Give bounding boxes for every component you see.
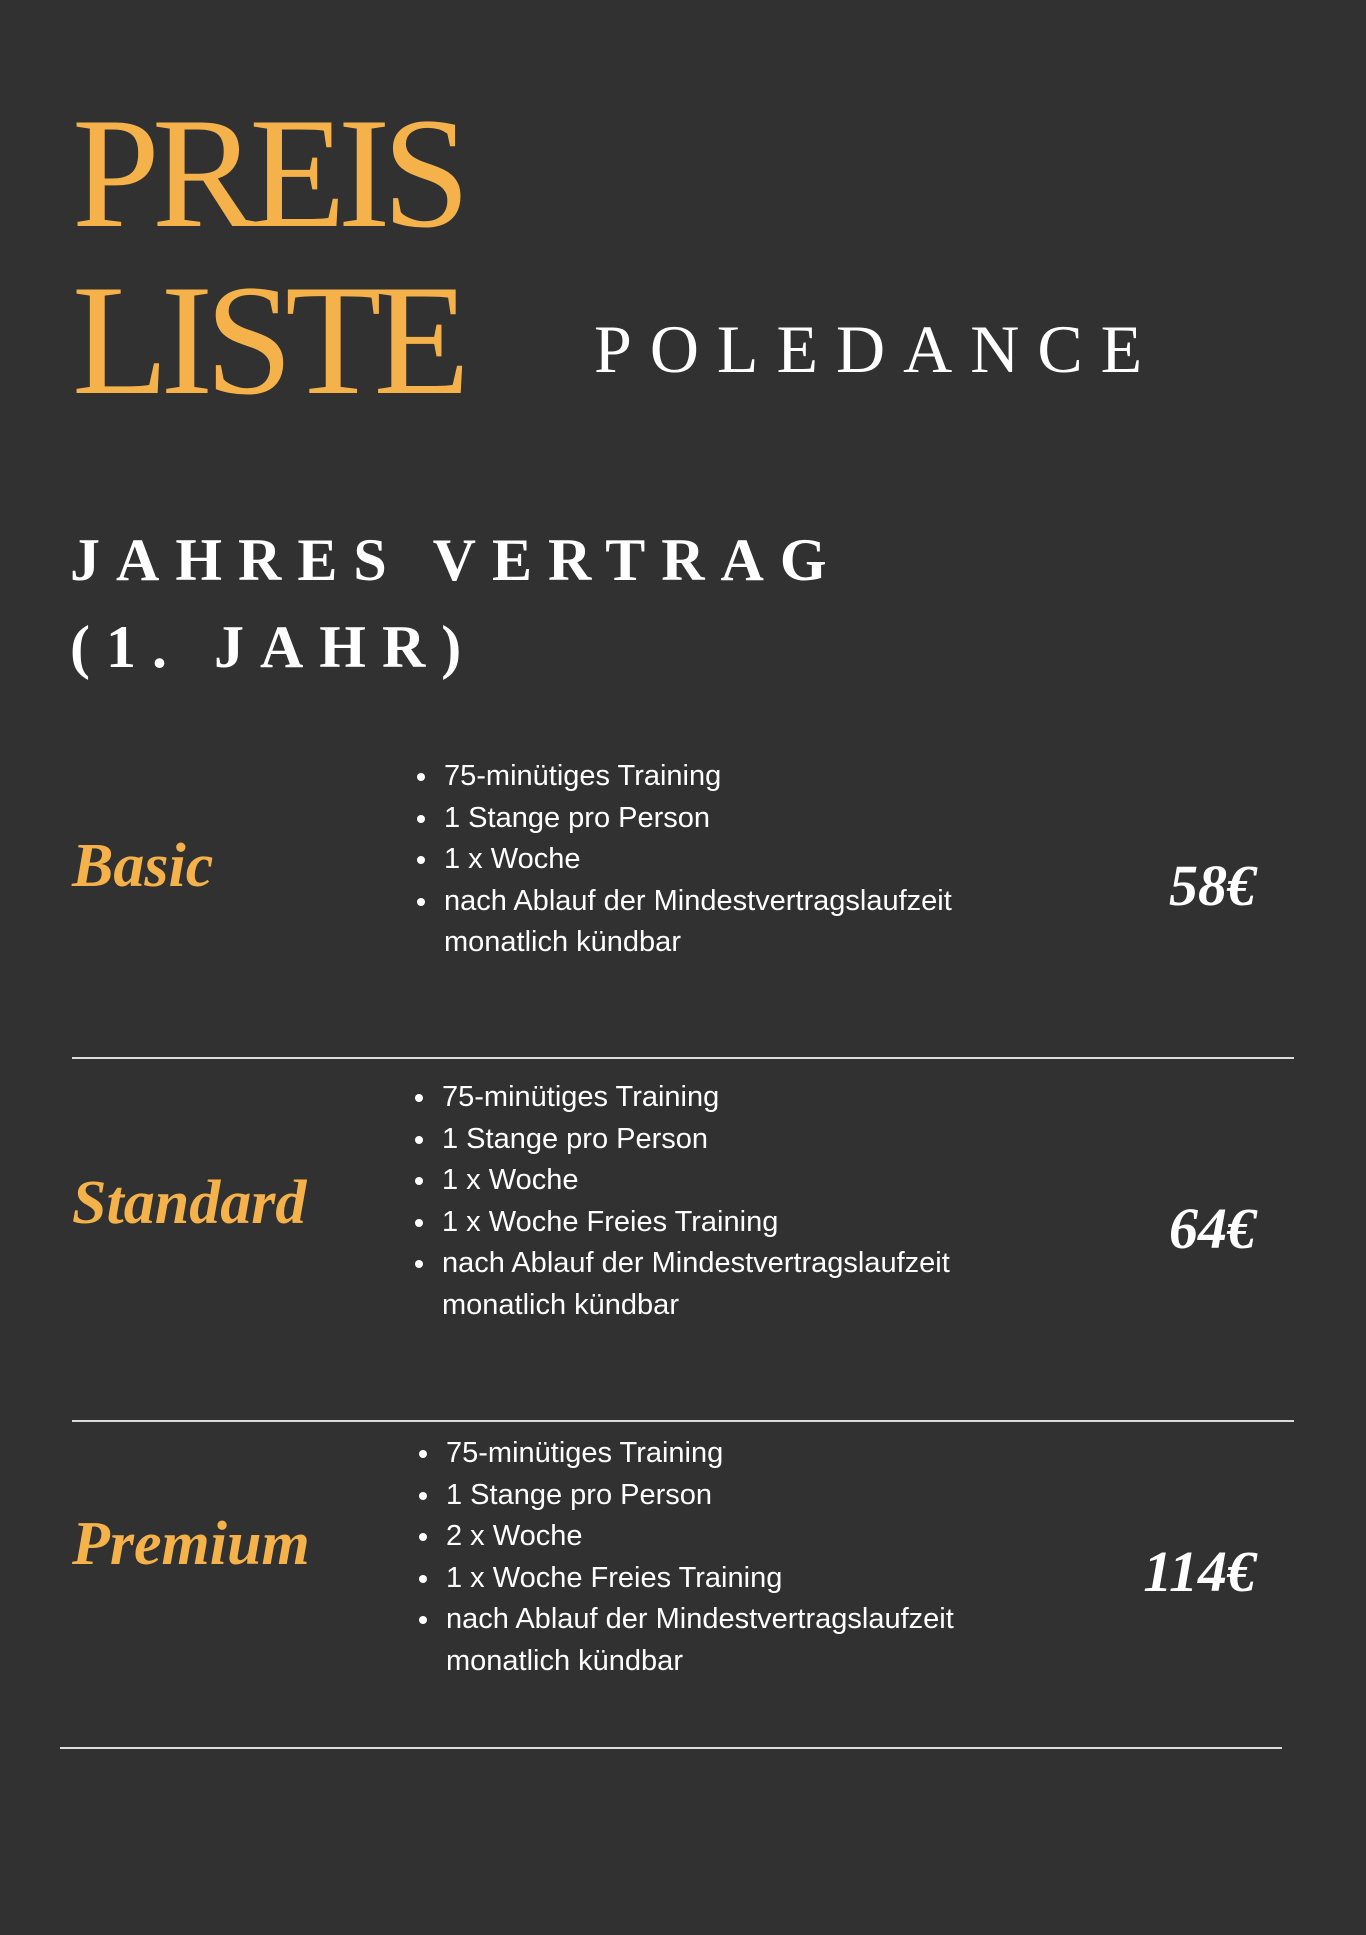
plan-features-premium (412, 1433, 1002, 1682)
list-item: • nach Ablauf der Mindestvertragslaufzeit monatlich kündbar (442, 1599, 1002, 1682)
section-heading-line-1: JAHRES VERTRAG (70, 527, 843, 593)
list-item: • 75-minütiges Training (440, 756, 1000, 798)
list-item: • 1 Stange pro Person (440, 798, 1000, 840)
divider (60, 1747, 1282, 1749)
list-item: • 2 x Woche (442, 1516, 1002, 1558)
plan-name-basic: Basic (72, 832, 214, 900)
divider (72, 1420, 1294, 1422)
plan-price-basic: 58€ (1169, 853, 1256, 918)
page-title-line-1: PREIS (72, 86, 463, 261)
list-item: • 1 Stange pro Person (442, 1475, 1002, 1517)
plan-name-standard: Standard (72, 1169, 307, 1237)
list-item: • 1 x Woche Freies Training (442, 1558, 1002, 1600)
section-heading-line-2: (1. JAHR) (70, 614, 478, 680)
page-subtitle: POLEDANCE (594, 311, 1161, 387)
list-item: • 1 x Woche (438, 1160, 998, 1202)
list-item: • 75-minütiges Training (442, 1433, 1002, 1475)
page-title-line-2: LISTE (72, 253, 463, 428)
list-item: • 1 x Woche Freies Training (438, 1202, 998, 1244)
plan-price-standard: 64€ (1169, 1196, 1256, 1261)
plan-features-basic (410, 756, 1000, 964)
list-item: • 1 x Woche (440, 839, 1000, 881)
list-item: • nach Ablauf der Mindestvertragslaufzeit monatlich kündbar (438, 1243, 998, 1326)
plan-name-premium: Premium (72, 1510, 310, 1578)
plan-features-standard (408, 1077, 998, 1326)
plan-price-premium: 114€ (1143, 1539, 1256, 1604)
list-item: • nach Ablauf der Mindestvertragslaufzeit monatlich kündbar (440, 881, 1000, 964)
list-item: • 75-minütiges Training (438, 1077, 998, 1119)
divider (72, 1057, 1294, 1059)
list-item: • 1 Stange pro Person (438, 1119, 998, 1161)
